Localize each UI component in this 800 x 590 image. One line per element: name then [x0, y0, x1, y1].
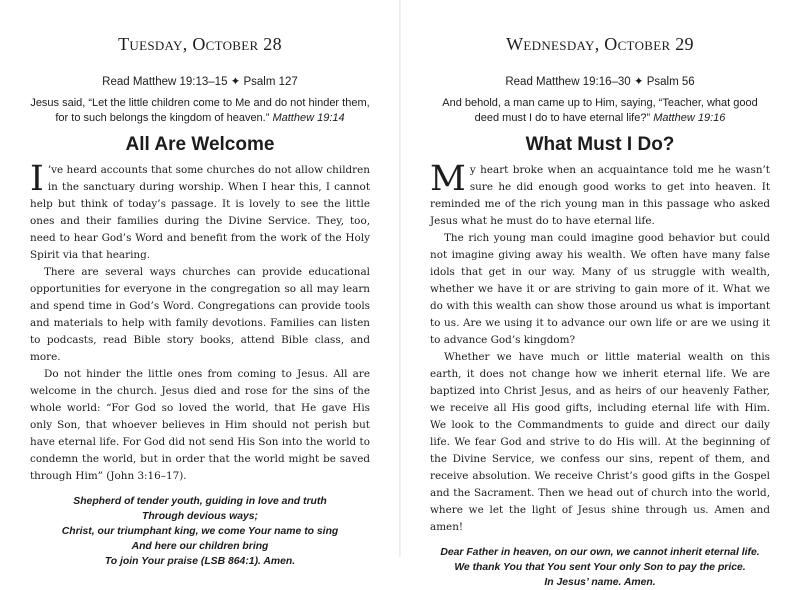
prayer-line: And here our children bring [131, 541, 269, 552]
verse-reference: Matthew 19:16 [653, 112, 726, 124]
prayer-line: To join Your praise (LSB 864:1). Amen. [104, 556, 296, 567]
prayer-line: Shepherd of tender youth, guiding in love and truth [73, 496, 327, 507]
verse-text: And behold, a man came up to Him, saying, “Teacher, what good deed must I do to have eternal life?” [442, 97, 758, 124]
reading-assignment: Read Matthew 19:16–30 ✦ Psalm 56 [505, 76, 695, 88]
prayer [30, 494, 370, 569]
reading-assignment: Read Matthew 19:13–15 ✦ Psalm 127 [102, 76, 298, 88]
devotion-body [430, 159, 770, 536]
drop-cap: M [430, 159, 466, 199]
page-date: Wednesday, October 29 [506, 34, 694, 54]
right-page [430, 0, 770, 588]
drop-cap: I [30, 159, 44, 199]
page-gutter [399, 0, 401, 557]
paragraph [30, 159, 370, 264]
paragraph-text: ’ve heard accounts that some churches do not allow children in the sanctuary during worship. When I hear this, I cannot help but think of today’s passage. It is lovely to see the little ones and their families during the Divine Service. They, too, need to hear God’s Word and benefit from the work of the Holy Spirit via that hearing. [30, 164, 370, 261]
devotion-body [30, 159, 370, 485]
devotion-title: All Are Welcome [125, 134, 275, 155]
prayer [430, 545, 770, 590]
paragraph-text: y heart broke when an acquaintance told me he wasn’t sure he did enough good works to get into heaven. It reminded me of the rich young man in this passage who asked Jesus what he must do to have eternal life. [430, 164, 770, 227]
page-date: Tuesday, October 28 [118, 34, 282, 54]
paragraph: The rich young man could imagine good behavior but could not imagine giving away his wealth. We often have many false idols that get in our way. Many of us struggle with wealth, whether we have it or are striving to gain more of it. What we do with this wealth can show those around us what is important to us. Are we using it to advance our own life or are we using it to advance God’s kingdom? [430, 232, 770, 346]
paragraph: There are several ways churches can provide educational opportunities for everyone in the congregation so all may learn and spend time in God’s Word. Congregations can provide tools and materials to help with family devotions. Families can listen to podcasts, read Bible story books, attend Bible class, and more. [30, 266, 370, 363]
prayer-line: Dear Father in heaven, on our own, we cannot inherit eternal life. [440, 547, 760, 558]
key-verse [430, 96, 770, 126]
verse-text: Jesus said, “Let the little children come to Me and do not hinder them, for to such belongs the kingdom of heaven.” [30, 97, 370, 124]
prayer-line: Christ, our triumphant king, we come Your name to sing [61, 526, 339, 537]
key-verse [30, 96, 370, 126]
verse-reference: Matthew 19:14 [272, 112, 345, 124]
devotion-title: What Must I Do? [525, 134, 675, 155]
prayer-line: Through devious ways; [141, 511, 259, 522]
prayer-line: We thank You that You sent Your only Son to pay the price. [454, 562, 746, 573]
paragraph: Do not hinder the little ones from coming to Jesus. All are welcome in the church. Jesus died and rose for the sins of the whole world: “For God so loved the world, that He gave His only Son, that whoever believes in Him should not perish but have eternal life. For God did not send His Son into the world to condemn the world, but in order that the world might be saved through Him” (John 3:16–17). [30, 368, 370, 482]
left-page [30, 0, 370, 567]
paragraph: Whether we have much or little material wealth on this earth, it does not change how we inherit eternal life. We are baptized into Christ Jesus, and as heirs of our heavenly Father, we receive all His good gifts, including eternal life with Him. We look to the Commandments to guide and direct our daily life. We fear God and strive to do His will. At the beginning of the Divine Service, we confess our sins, repent of them, and receive absolution. We receive Christ’s good gifts in the Gospel and the Sacrament. Then we head out of church into the world, where we let the light of Jesus shine through us. Amen and amen! [430, 351, 770, 533]
prayer-line: In Jesus’ name. Amen. [544, 577, 656, 588]
paragraph [430, 159, 770, 230]
